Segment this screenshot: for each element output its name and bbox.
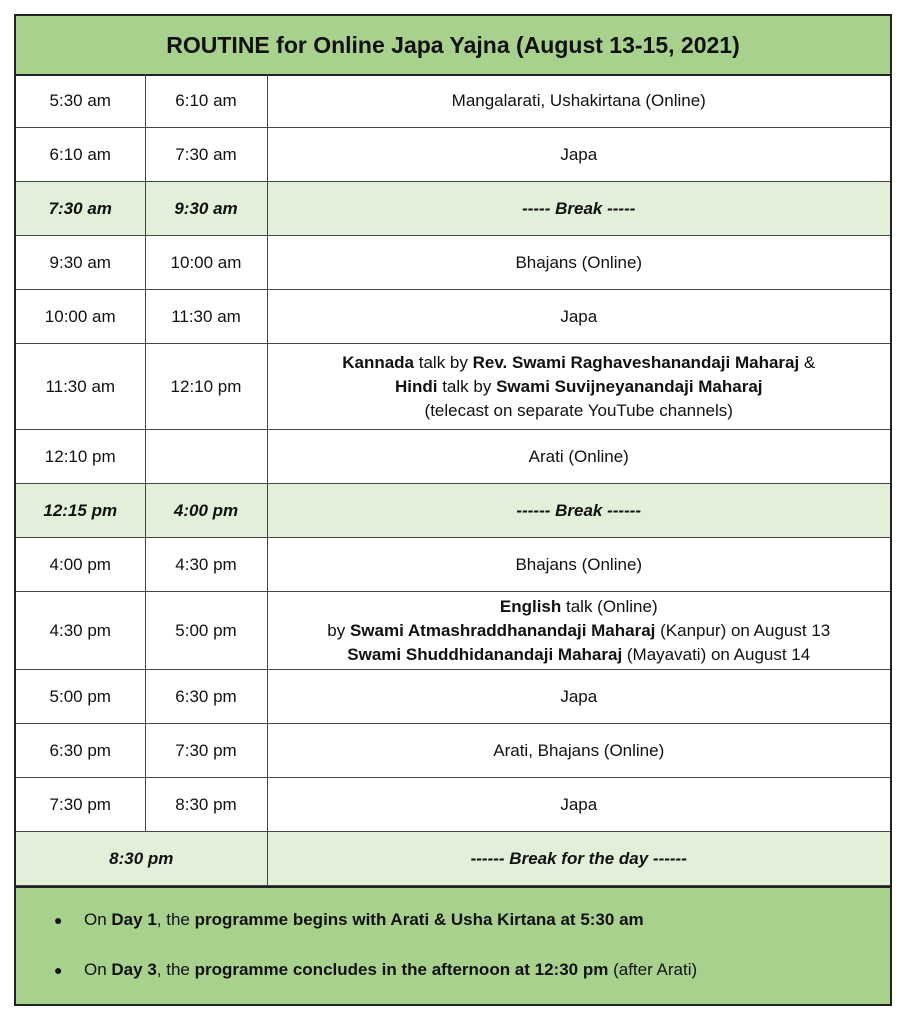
end-time: 10:00 am: [145, 236, 267, 290]
by-text: by: [327, 620, 350, 640]
activity: [267, 344, 890, 430]
speaker-note: (Mayavati) on August 14: [622, 644, 811, 664]
end-time: 6:30 pm: [145, 670, 267, 724]
table-row: [16, 290, 890, 344]
speaker-note: (Kanpur) on August 13: [655, 620, 831, 640]
notes-section: [16, 886, 890, 1004]
telecast-note: (telecast on separate YouTube channels): [424, 400, 733, 420]
start-time: 5:00 pm: [16, 670, 145, 724]
end-time: 12:10 pm: [145, 344, 267, 430]
start-time: 7:30 pm: [16, 778, 145, 832]
end-time: 7:30 am: [145, 128, 267, 182]
start-time: 8:30 pm: [16, 832, 267, 886]
activity: Japa: [267, 778, 890, 832]
activity: Arati, Bhajans (Online): [267, 724, 890, 778]
end-time: [145, 430, 267, 484]
start-time: 9:30 am: [16, 236, 145, 290]
activity: Bhajans (Online): [267, 236, 890, 290]
day-label: Day 1: [111, 910, 157, 929]
start-time: 4:30 pm: [16, 592, 145, 670]
break-row: [16, 832, 890, 886]
end-time: 7:30 pm: [145, 724, 267, 778]
note-emphasis: programme concludes in the afternoon at 12:30 pm: [194, 960, 609, 979]
day-label: Day 3: [111, 960, 157, 979]
bullet-icon: ●: [54, 912, 63, 928]
activity: Japa: [267, 670, 890, 724]
start-time: 6:30 pm: [16, 724, 145, 778]
start-time: 5:30 am: [16, 74, 145, 128]
end-time: 9:30 am: [145, 182, 267, 236]
table-row: [16, 724, 890, 778]
start-time: 4:00 pm: [16, 538, 145, 592]
end-time: 4:30 pm: [145, 538, 267, 592]
activity: Mangalarati, Ushakirtana (Online): [267, 74, 890, 128]
talk-language: Kannada: [342, 352, 415, 372]
hindi-talk-line: [274, 375, 885, 399]
end-time: 11:30 am: [145, 290, 267, 344]
speaker-name: Swami Suvijneyanandaji Maharaj: [496, 376, 763, 396]
kannada-talk-line: [274, 351, 885, 375]
start-time: 12:15 pm: [16, 484, 145, 538]
activity: ------ Break ------: [267, 484, 890, 538]
speaker-name: Swami Atmashraddhanandaji Maharaj: [349, 620, 656, 640]
speaker-line-1: [274, 619, 885, 643]
activity: Japa: [267, 128, 890, 182]
table-row: [16, 128, 890, 182]
start-time: 6:10 am: [16, 128, 145, 182]
end-time: 8:30 pm: [145, 778, 267, 832]
routine-table: [16, 74, 890, 886]
talk-text: talk (Online): [561, 596, 658, 616]
end-time: 4:00 pm: [145, 484, 267, 538]
table-row: [16, 592, 890, 670]
table-row: [16, 538, 890, 592]
start-time: 11:30 am: [16, 344, 145, 430]
activity: ------ Break for the day ------: [267, 832, 890, 886]
table-row: [16, 344, 890, 430]
end-time: 5:00 pm: [145, 592, 267, 670]
table-row: [16, 430, 890, 484]
table-row: [16, 778, 890, 832]
talk-language: English: [499, 596, 562, 616]
end-time: 6:10 am: [145, 74, 267, 128]
talk-language: Hindi: [394, 376, 438, 396]
page-title: ROUTINE for Online Japa Yajna (August 13-15, 2021): [16, 16, 890, 76]
bullet-icon: ●: [54, 962, 63, 978]
activity: Bhajans (Online): [267, 538, 890, 592]
break-row: [16, 484, 890, 538]
table-row: [16, 74, 890, 128]
ampersand: &: [799, 352, 816, 372]
speaker-name: Swami Shuddhidanandaji Maharaj: [347, 644, 623, 664]
talk-text: talk by: [437, 376, 497, 396]
activity: [267, 592, 890, 670]
table-row: [16, 670, 890, 724]
activity: ----- Break -----: [267, 182, 890, 236]
list-item: ● On Day 3, the programme concludes in the afternoon at 12:30 pm (after Arati): [54, 960, 698, 979]
note-emphasis: programme begins with Arati & Usha Kirtana at 5:30 am: [194, 910, 644, 929]
activity: Arati (Online): [267, 430, 890, 484]
start-time: 7:30 am: [16, 182, 145, 236]
activity: Japa: [267, 290, 890, 344]
english-talk-line: [274, 595, 885, 619]
speaker-line-2: [274, 643, 885, 667]
speaker-name: Rev. Swami Raghaveshanandaji Maharaj: [472, 352, 800, 372]
routine-document: [14, 14, 892, 1006]
start-time: 12:10 pm: [16, 430, 145, 484]
start-time: 10:00 am: [16, 290, 145, 344]
table-row: [16, 236, 890, 290]
talk-text: talk by: [414, 352, 473, 372]
break-row: [16, 182, 890, 236]
list-item: ● On Day 1, the programme begins with Arati & Usha Kirtana at 5:30 am: [54, 910, 644, 929]
